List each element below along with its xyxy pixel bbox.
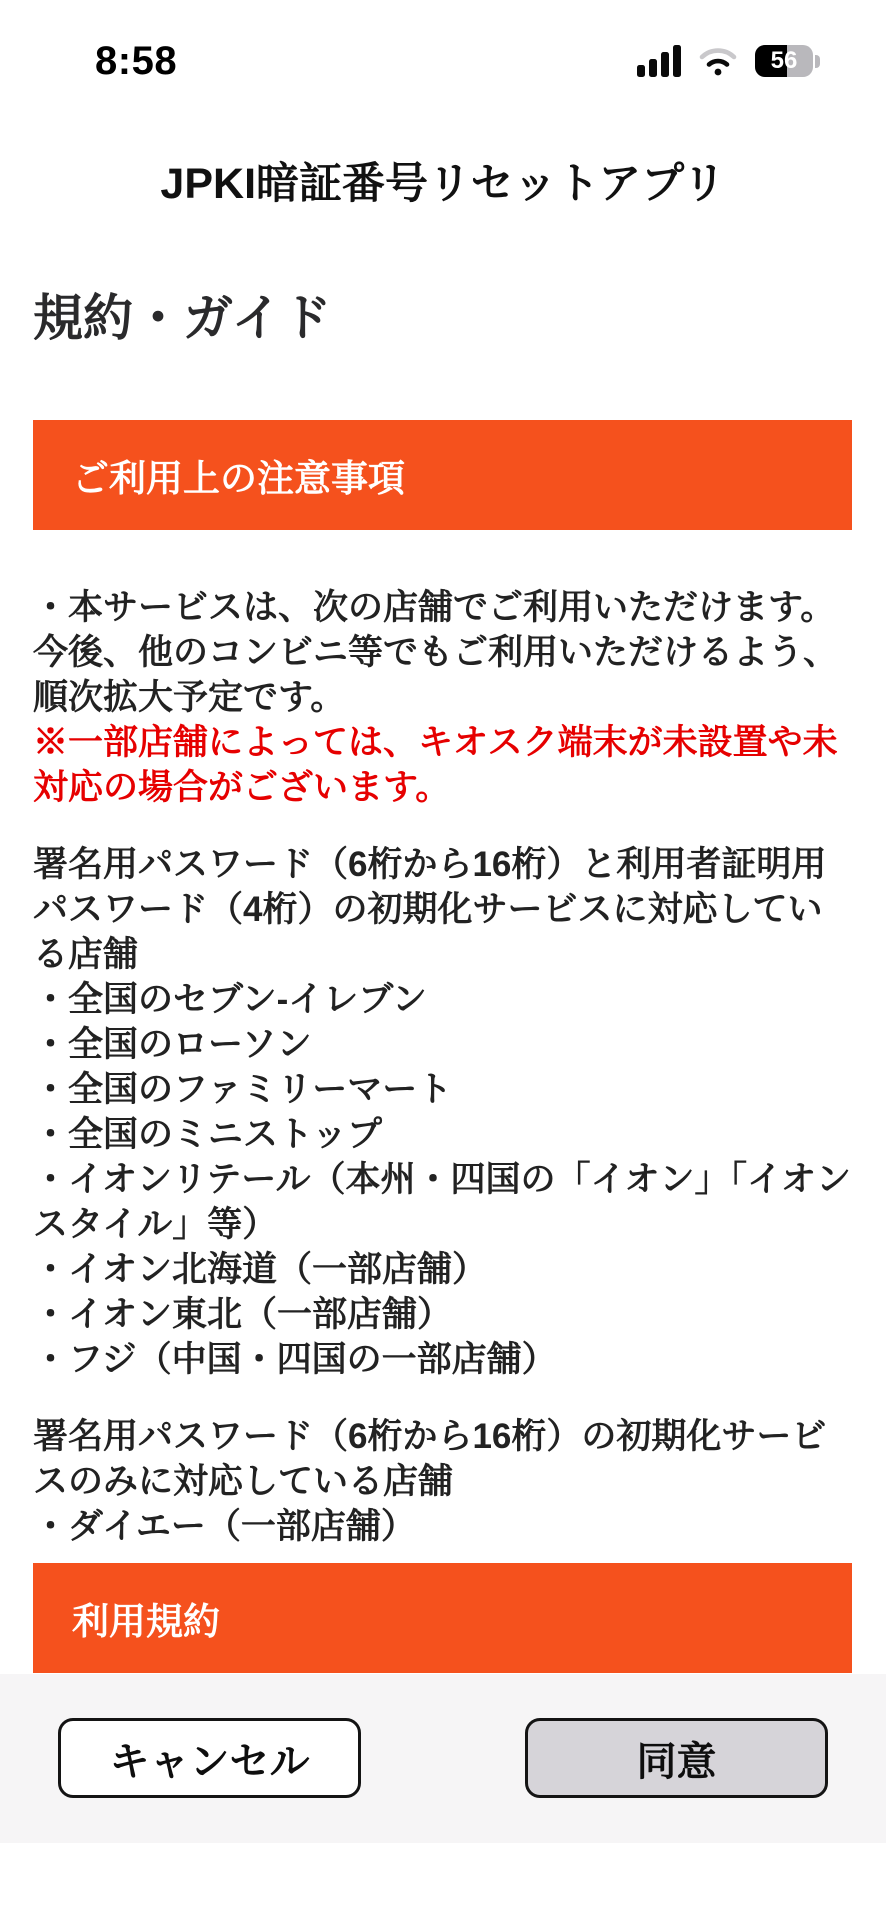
store-group1-heading: 署名用パスワード（6桁から16桁）と利用者証明用パスワード（4桁）の初期化サービスに対応している店舗: [33, 845, 827, 974]
notes-intro: ・本サービスは、次の店舗でご利用いただけます。今後、他のコンビニ等でもご利用いただけるよう、順次拡大予定です。: [33, 588, 839, 717]
store-list-item: ・全国のファミリーマート: [33, 1070, 453, 1109]
store-list-item: ・ダイエー（一部店舗）: [33, 1507, 416, 1546]
usage-notes-title: ご利用上の注意事項: [72, 458, 405, 499]
store-list-item: ・全国のミニストップ: [33, 1115, 382, 1154]
store-list-item: ・フジ（中国・四国の一部店舗）: [33, 1340, 557, 1379]
cancel-button[interactable]: キャンセル: [58, 1718, 361, 1798]
store-group2-list: [33, 1504, 854, 1549]
notes-body: [33, 585, 854, 1549]
store-list-item: ・全国のローソン: [33, 1025, 312, 1064]
app-title: JPKI暗証番号リセットアプリ: [160, 160, 726, 208]
store-list-item: ・イオンリテール（本州・四国の「イオン」「イオンスタイル」等）: [33, 1160, 851, 1244]
store-group1-list: [33, 977, 854, 1382]
agree-button[interactable]: 同意: [525, 1718, 828, 1798]
action-bar: [0, 1674, 886, 1843]
terms-title: 利用規約: [72, 1601, 220, 1642]
status-time: 8:58: [95, 38, 178, 83]
store-list-item: ・イオン東北（一部店舗）: [33, 1295, 452, 1334]
page-title: 規約・ガイド: [33, 290, 332, 346]
battery-percent: 56: [770, 47, 798, 74]
section-banner-terms: [33, 1563, 852, 1673]
section-banner-usage-notes: [33, 420, 852, 530]
store-list-item: ・全国のセブン-イレブン: [33, 980, 427, 1019]
store-list-item: ・イオン北海道（一部店舗）: [33, 1250, 487, 1289]
store-group2-heading: 署名用パスワード（6桁から16桁）の初期化サービスのみに対応している店舗: [33, 1417, 827, 1501]
notes-warning: ※一部店舗によっては、キオスク端末が未設置や未対応の場合がございます。: [33, 723, 838, 807]
